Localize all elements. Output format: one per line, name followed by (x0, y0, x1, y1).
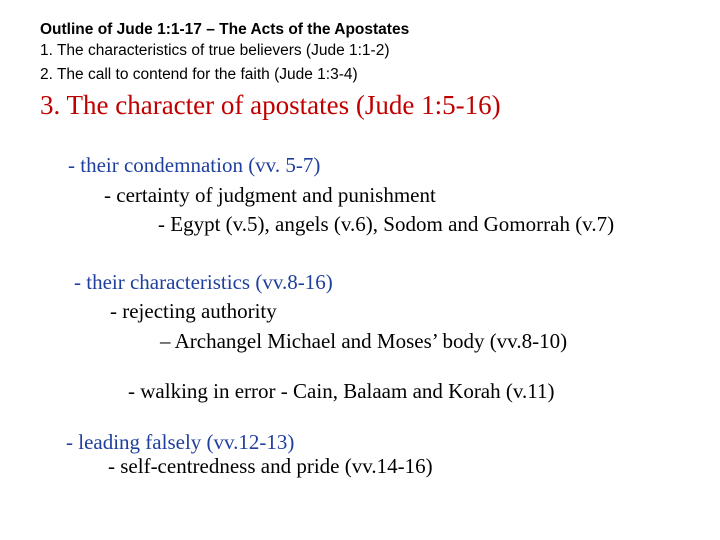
examples-item: - Egypt (v.5), angels (v.6), Sodom and Gomorrah (v.7) (158, 212, 615, 236)
outline-title: Outline of Jude 1:1-17 – The Acts of the Apostates (40, 21, 410, 38)
condemnation-item: - their condemnation (vv. 5-7) (68, 153, 321, 177)
leading-falsely-item: - leading falsely (vv.12-13) (66, 430, 295, 454)
certainty-item: - certainty of judgment and punishment (104, 183, 436, 207)
outline-point-2: 2. The call to contend for the faith (Jude 1:3-4) (40, 66, 358, 83)
rejecting-authority-item: - rejecting authority (110, 299, 277, 323)
archangel-item: – Archangel Michael and Moses’ body (vv.8-10) (160, 329, 568, 353)
characteristics-item: - their characteristics (vv.8-16) (74, 270, 333, 294)
outline-point-1: 1. The characteristics of true believers (Jude 1:1-2) (40, 42, 390, 59)
walking-in-error-item: - walking in error - Cain, Balaam and Korah (v.11) (128, 379, 555, 403)
outline-point-3-heading: 3. The character of apostates (Jude 1:5-16) (40, 90, 501, 120)
self-centredness-item: - self-centredness and pride (vv.14-16) (108, 454, 433, 478)
